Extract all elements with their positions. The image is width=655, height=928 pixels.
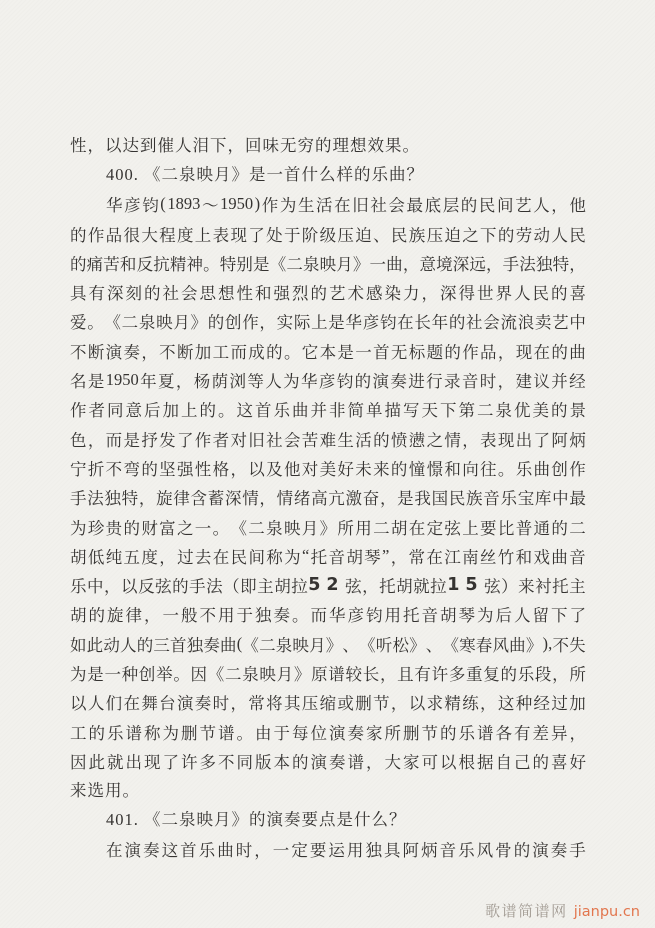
text-block xyxy=(70,131,586,863)
text-line: 以 人 们 在 舞 台 演 奏 时 ， 常 将 其 压 缩 或 删 节 ， 以 求 精 练 ， 这 种 经 过 加 xyxy=(70,694,586,714)
text-line: 的 痛 苦 和 反 抗 精 神 。 特 别 是 《 二 泉 映 月 》 一 曲 ， 意 境 深 远 ， 手 法 独 特 ， xyxy=(70,254,586,274)
text-line: 具 有 深 刻 的 社 会 思 想 性 和 强 烈 的 艺 术 感 染 力 ， 深 得 世 界 人 民 的 喜 xyxy=(70,284,586,304)
text-line: 的 作 品 很 大 程 度 上 表 现 了 处 于 阶 级 压 迫 、 民 族 压 迫 之 下 的 劳 动 人 民 xyxy=(70,225,586,245)
text-line: 乐 中 ， 以 反 弦 的 手 法 （ 即 主 胡 拉 52 弦 ， 托 胡 就 拉 15 弦 ） 来 衬 托 主 xyxy=(70,575,586,597)
text-line: 不 断 演 奏 ， 不 断 加 工 而 成 的 。 它 本 是 一 首 无 标 题 的 作 品 ， 现 在 的 曲 xyxy=(70,342,586,362)
text-line: 在 演 奏 这 首 乐 曲 时 ， 一 定 要 运 用 独 具 阿 炳 音 乐 风 骨 的 演 奏 手 xyxy=(106,840,586,860)
text-line: 胡 的 旋 律 ， 一 般 不 用 于 独 奏 。 而 华 彦 钧 用 托 音 胡 琴 为 后 人 留 下 了 xyxy=(70,606,586,626)
text-line: 华 彦 钧 ( 1893 ～ 1950 ) 作 为 生 活 在 旧 社 会 最 底 层 的 民 间 艺 人 ， 他 xyxy=(106,194,586,216)
text-line: 名 是 1950 年 夏 ， 杨 荫 浏 等 人 为 华 彦 钧 的 演 奏 进 行 录 音 时 ， 建 议 并 经 xyxy=(70,370,586,392)
text-line: 作 者 同 意 后 加 上 的 。 这 首 乐 曲 并 非 简 单 描 写 天 下 第 二 泉 优 美 的 景 xyxy=(70,401,586,421)
text-line: 胡 低 纯 五 度 ， 过 去 在 民 间 称 为 “ 托 音 胡 琴 ” ， 常 在 江 南 丝 竹 和 戏 曲 音 xyxy=(70,545,586,567)
text-line: 因 此 就 出 现 了 许 多 不 同 版 本 的 演 奏 谱 ， 大 家 可 以 根 据 自 己 的 喜 好 xyxy=(70,752,586,772)
text-line: 手 法 独 特 ， 旋 律 含 蓄 深 情 ， 情 绪 高 亢 激 奋 ， 是 我 国 民 族 音 乐 宝 库 中 最 xyxy=(70,489,586,509)
text-line: 性，以达到催人泪下，回味无穷的理想效果。 xyxy=(70,136,420,155)
text-line: 爱 。 《 二 泉 映 月 》 的 创 作 ， 实 际 上 是 华 彦 钧 在 长 年 的 社 会 流 浪 卖 艺 中 xyxy=(70,313,586,333)
text-line: 宁 折 不 弯 的 坚 强 性 格 ， 以 及 他 对 美 好 未 来 的 憧 憬 和 向 往 。 乐 曲 创 作 xyxy=(70,459,586,479)
watermark xyxy=(485,900,640,921)
text-line: 如 此 动 人 的 三 首 独 奏 曲 ( 《 二 泉 映 月 》 、 《 听 松 》 、 《 寒 春 风 曲 》 ) , 不 失 xyxy=(70,633,586,655)
text-line: 为 是 一 种 创 举 。 因 《 二 泉 映 月 》 原 谱 较 长 ， 且 有 许 多 重 复 的 乐 段 ， 所 xyxy=(70,664,586,684)
watermark-site-url: jianpu.cn xyxy=(573,904,640,920)
bold-numeral: 52 xyxy=(308,575,345,596)
text-line: 工 的 乐 谱 称 为 删 节 谱 。 由 于 每 位 演 奏 家 所 删 节 的 乐 谱 各 有 差 异 ， xyxy=(70,723,586,743)
text-line: 401. 《二泉映月》的演奏要点是什么？ xyxy=(106,809,407,829)
bold-numeral: 15 xyxy=(447,575,484,596)
text-line: 来选用。 xyxy=(70,780,140,800)
text-line: 400. 《二泉映月》是一首什么样的乐曲？ xyxy=(106,165,424,185)
text-line: 色 ， 而 是 抒 发 了 作 者 对 旧 社 会 苦 难 生 活 的 愤 懑 之 情 ， 表 现 出 了 阿 炳 xyxy=(70,430,586,450)
text-line: 为 珍 贵 的 财 富 之 一 。 《 二 泉 映 月 》 所 用 二 胡 在 定 弦 上 要 比 普 通 的 二 xyxy=(70,518,586,538)
watermark-site-name: 歌谱简谱网 xyxy=(485,904,568,920)
